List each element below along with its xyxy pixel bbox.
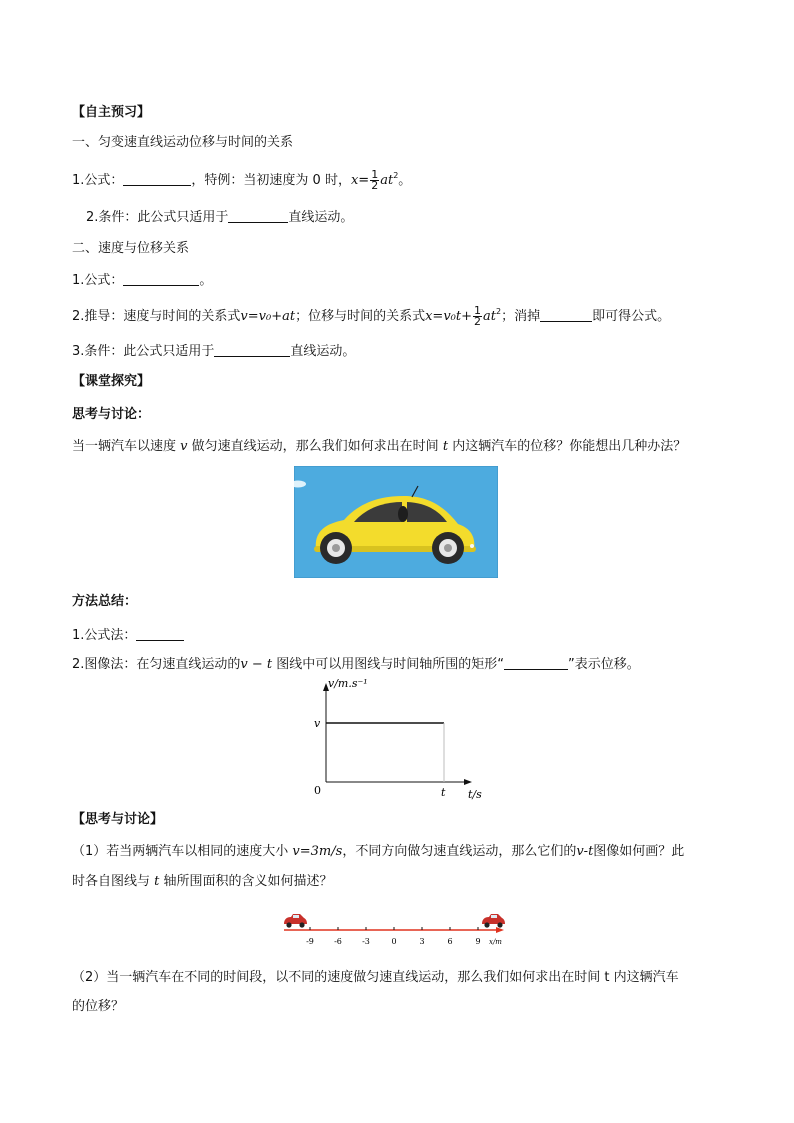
text: ，特例：当初速度为 0 时， [191,173,351,188]
var-x: x [350,173,359,188]
q1-velocity: v=3m/s [292,844,343,859]
axis-tick-label: -9 [306,937,314,946]
blank-field[interactable] [123,271,199,286]
numerator: 1 [474,304,481,317]
y-axis-label: v/m.s⁻¹ [328,677,368,690]
blank-field[interactable] [136,626,184,641]
label: 2.条件：此公式只适用于 [86,210,229,225]
var-v: v [180,439,188,454]
text: ”表示位移。 [568,657,640,672]
vt-graph [306,676,496,804]
label: 3.条件：此公式只适用于 [72,344,215,359]
blank-field[interactable] [214,342,290,357]
discussion-heading: 【思考与讨论】 [72,812,164,827]
text: （1）若当两辆汽车以相同的速度大小 [72,844,289,859]
period: 。 [199,273,213,288]
blank-field[interactable] [228,208,288,223]
formula-displacement: x=v₀t+ [425,309,472,324]
text: 当一辆汽车以速度 [72,439,177,454]
blank-field[interactable] [123,171,191,186]
text: 内这辆汽车的位移？你能想出几种办法？ [452,439,687,454]
x-axis-label: t/s [468,788,482,801]
var-t: t [154,874,160,889]
car-illustration [294,466,498,578]
formula-velocity: v=v₀+at [240,309,296,324]
period: 。 [398,173,412,188]
section1-line2 [86,208,353,227]
text: ；位移与时间的关系式 [295,309,426,324]
text: 时各自图线与 [72,874,151,889]
axis-tick-label: -3 [362,937,370,946]
axis-tick-label: 6 [447,937,453,946]
method-heading: 方法总结： [72,594,138,609]
equals: = [358,173,370,188]
section2-title: 二、速度与位移关系 [72,241,190,256]
fraction [370,170,379,191]
axis-label: x/m [489,938,502,946]
denominator: 2 [371,179,379,192]
q2-line2: 的位移？ [72,999,125,1014]
label: 2.推导：速度与时间的关系式 [72,309,241,324]
exponent: 2 [393,171,399,180]
var-t: t [442,439,449,454]
numerator: 1 [371,168,379,181]
think-heading: 思考与讨论： [72,407,151,422]
section2-line3 [72,342,355,361]
q1-line1 [72,843,684,861]
q1-vt: v-t [576,844,594,859]
axis-tick-label: -6 [334,937,342,946]
label: 1.公式法： [72,628,137,643]
y-tick-v: v [314,717,321,730]
section2-line1 [72,271,212,290]
text: 直线运动。 [288,210,354,225]
car-image [294,466,498,578]
left-car-icon [284,914,307,928]
axis-tick-label: 0 [391,937,397,946]
exponent: 2 [495,307,502,316]
blank-field[interactable] [504,655,568,670]
axis-arrow [496,927,504,933]
explore-heading: 【课堂探究】 [72,374,151,389]
vt-notation: v − t [240,657,273,672]
method1-line [72,626,184,645]
denominator: 2 [474,315,481,328]
x-tick-t: t [441,786,446,799]
position-axis-svg [280,910,510,950]
q1-line2 [72,873,333,891]
axis-tick-label: 9 [475,937,481,946]
blank-field[interactable] [540,307,592,322]
text: 图像如何画？此 [593,844,685,859]
preview-heading: 【自主预习】 [72,105,151,120]
text: 做匀速直线运动，那么我们如何求出在时间 [191,439,439,454]
var-at: at [380,173,394,188]
label: 2.图像法：在匀速直线运动的 [72,657,241,672]
axis-tick-label: 3 [419,937,425,946]
text: ，不同方向做匀速直线运动，那么它们的 [342,844,577,859]
x-axis-arrow [464,779,472,785]
label: 1.公式： [72,173,124,188]
q2-line1: （2）当一辆汽车在不同的时间段，以不同的速度做匀速直线运动，那么我们如何求出在时间 t 内这辆汽车 [72,970,679,985]
origin-label: 0 [314,784,321,797]
right-car-icon [482,914,505,928]
vt-graph-svg [306,676,496,804]
text: ；消掉 [501,309,541,324]
text: 直线运动。 [290,344,356,359]
label: 1.公式： [72,273,124,288]
section1-title: 一、匀变速直线运动位移与时间的关系 [72,135,294,150]
text: 即可得公式。 [592,309,671,324]
method2-line [72,655,640,674]
var-at: at [483,309,496,324]
section1-line1 [72,170,411,191]
position-axis [280,910,510,950]
text: 图线中可以用图线与时间轴所围的矩形“ [276,657,505,672]
fraction [473,306,482,327]
explore-question [72,438,686,456]
section2-line2 [72,306,670,327]
text: 轴所围面积的含义如何描述？ [163,874,333,889]
